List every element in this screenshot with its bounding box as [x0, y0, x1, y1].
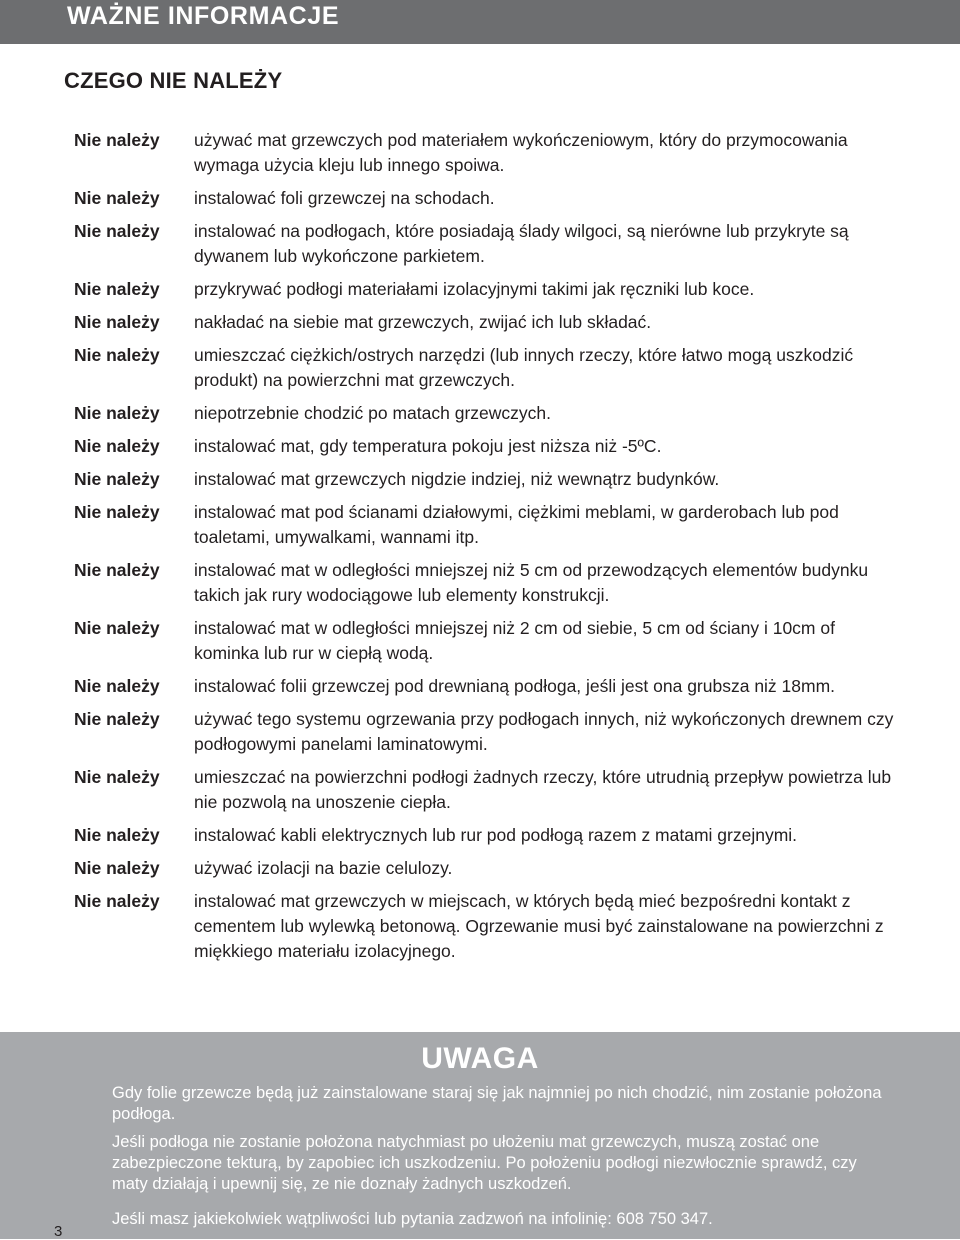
rule-text: niepotrzebnie chodzić po matach grzewczych. — [194, 403, 551, 423]
rule-item — [74, 434, 904, 459]
note-paragraph: Gdy folie grzewcze będą już zainstalowane staraj się jak najmniej po nich chodzić, nim zostanie położona podłoga. — [112, 1084, 882, 1123]
rule-label: Nie należy — [74, 279, 160, 299]
rule-item — [74, 889, 904, 964]
rule-item — [74, 674, 904, 699]
rule-label: Nie należy — [74, 469, 160, 489]
hotline-paragraph: Jeśli masz jakiekolwiek wątpliwości lub pytania zadzwoń na infolinię: 608 750 347. — [112, 1210, 713, 1228]
rule-text: instalować folii grzewczej pod drewnianą podłoga, jeśli jest ona grubsza niż 18mm. — [194, 676, 836, 696]
rule-text: instalować kabli elektrycznych lub rur pod podłogą razem z matami grzejnymi. — [194, 825, 798, 845]
header-title: WAŻNE INFORMACJE — [67, 2, 340, 30]
rule-item — [74, 343, 904, 393]
rule-label: Nie należy — [74, 618, 160, 638]
rule-label: Nie należy — [74, 891, 160, 911]
rule-label: Nie należy — [74, 709, 160, 729]
rule-item — [74, 277, 904, 302]
rule-text: używać izolacji na bazie celulozy. — [194, 858, 453, 878]
note-box — [0, 1032, 960, 1239]
rule-text: instalować foli grzewczej na schodach. — [194, 188, 495, 208]
rule-text: instalować mat, gdy temperatura pokoju jest niższa niż -5ºC. — [194, 436, 662, 456]
rule-item — [74, 558, 904, 608]
rule-item — [74, 219, 904, 269]
rule-item — [74, 856, 904, 881]
rule-label: Nie należy — [74, 825, 160, 845]
rule-text: nakładać na siebie mat grzewczych, zwijać ich lub składać. — [194, 312, 652, 332]
rule-text: instalować mat grzewczych w miejscach, w których będą mieć bezpośredni kontakt z cementem lub wylewką betonową. Ogrzewanie musi być zainstalowane na powierzchni z miękkiego materiału izolacyjnego. — [194, 891, 884, 961]
rule-text: używać mat grzewczych pod materiałem wykończeniowym, który do przymocowania wymaga użycia kleju lub innego spoiwa. — [194, 130, 848, 175]
rule-item — [74, 186, 904, 211]
rule-item — [74, 765, 904, 815]
rule-text: instalować mat w odległości mniejszej niż 2 cm od siebie, 5 cm od ściany i 10cm of kominka lub rur w ciepłą wodą. — [194, 618, 835, 663]
rule-label: Nie należy — [74, 560, 160, 580]
rule-text: instalować mat pod ścianami działowymi, ciężkimi meblami, w garderobach lub pod toaletami, umywalkami, wannami itp. — [194, 502, 839, 547]
rule-text: umieszczać na powierzchni podłogi żadnych rzeczy, które utrudnią przepływ powietrza lub nie pozwolą na unoszenie ciepła. — [194, 767, 892, 812]
rule-label: Nie należy — [74, 130, 160, 150]
rule-text: instalować na podłogach, które posiadają ślady wilgoci, są nierówne lub przykryte są dywanem lub wykończone parkietem. — [194, 221, 849, 266]
rule-label: Nie należy — [74, 676, 160, 696]
rule-item — [74, 401, 904, 426]
rule-label: Nie należy — [74, 312, 160, 332]
rule-text: instalować mat w odległości mniejszej niż 5 cm od przewodzących elementów budynku takich jak rury wodociągowe lub elementy konstrukcji. — [194, 560, 869, 605]
rule-label: Nie należy — [74, 502, 160, 522]
rule-label: Nie należy — [74, 767, 160, 787]
rule-item — [74, 616, 904, 666]
rule-item — [74, 500, 904, 550]
rule-label: Nie należy — [74, 858, 160, 878]
rule-label: Nie należy — [74, 403, 160, 423]
rule-text: umieszczać ciężkich/ostrych narzędzi (lub innych rzeczy, które łatwo mogą uszkodzić produkt) na powierzchni mat grzewczych. — [194, 345, 854, 390]
rule-text: przykrywać podłogi materiałami izolacyjnymi takimi jak ręczniki lub koce. — [194, 279, 755, 299]
note-paragraph: Jeśli podłoga nie zostanie położona natychmiast po ułożeniu mat grzewczych, muszą zostać one zabezpieczone tekturą, by zapobiec ich uszkodzeniu. Po położeniu podłogi niezwłocznie sprawdź, czy maty działają i upewnij się, ze nie doznały żadnych uszkodzeń. — [112, 1133, 857, 1193]
rule-item — [74, 707, 904, 757]
header-bar — [0, 0, 960, 44]
page-number: 3 — [54, 1223, 63, 1240]
section-title: CZEGO NIE NALEŻY — [64, 68, 283, 93]
rule-label: Nie należy — [74, 221, 160, 241]
rule-item — [74, 310, 904, 335]
rule-text: używać tego systemu ogrzewania przy podłogach innych, niż wykończonych drewnem czy podłogowymi panelami laminatowymi. — [194, 709, 894, 754]
rule-label: Nie należy — [74, 345, 160, 365]
rule-label: Nie należy — [74, 188, 160, 208]
rule-text: instalować mat grzewczych nigdzie indziej, niż wewnątrz budynków. — [194, 469, 720, 489]
rule-item — [74, 128, 904, 178]
note-title: UWAGA — [421, 1042, 539, 1075]
rule-item — [74, 823, 904, 848]
rule-label: Nie należy — [74, 436, 160, 456]
rules-list — [74, 128, 904, 972]
rule-item — [74, 467, 904, 492]
